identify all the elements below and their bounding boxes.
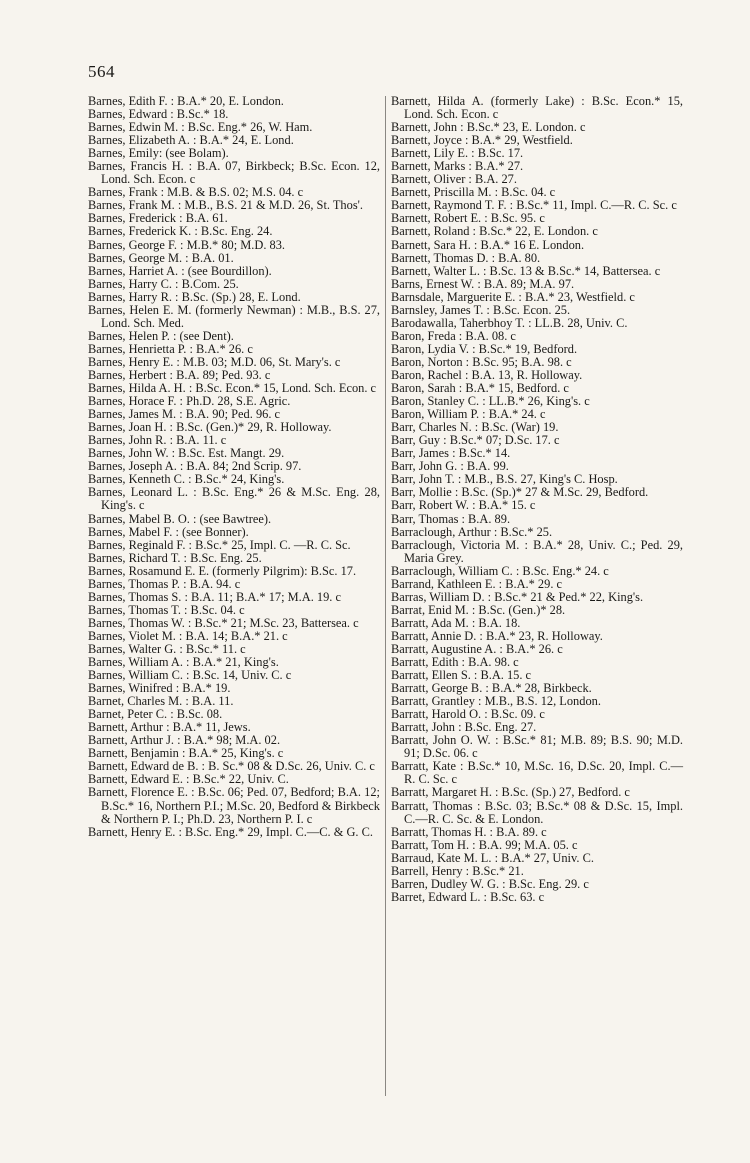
directory-entry: Barnett, Oliver : B.A. 27. bbox=[391, 172, 517, 187]
directory-entry: Barnes, Henry E. : M.B. 03; M.D. 06, St. Mary's. c bbox=[88, 354, 341, 369]
directory-entry: Barnes, Walter G. : B.Sc.* 11. c bbox=[88, 641, 246, 656]
directory-entry: Barr, James : B.Sc.* 14. bbox=[391, 446, 511, 461]
directory-entry: Barnes, Thomas P. : B.A. 94. c bbox=[88, 576, 241, 591]
directory-entry: Barnes, Horace F. : Ph.D. 28, S.E. Agric. bbox=[88, 394, 291, 409]
directory-entry: Barnes, Frank : M.B. & B.S. 02; M.S. 04. c bbox=[88, 185, 304, 200]
directory-entry: Baron, Freda : B.A. 08. c bbox=[391, 328, 516, 343]
directory-entry: Barnet, Peter C. : B.Sc. 08. bbox=[88, 707, 223, 722]
directory-entry: Barnes, Reginald F. : B.Sc.* 25, Impl. C. —R. C. Sc. bbox=[88, 537, 351, 552]
directory-entry: Barratt, Ellen S. : B.A. 15. c bbox=[391, 668, 532, 683]
directory-entry: Barratt, Tom H. : B.A. 99; M.A. 05. c bbox=[391, 837, 578, 852]
directory-entry: Barnes, Joan H. : B.Sc. (Gen.)* 29, R. Holloway. bbox=[88, 420, 332, 435]
directory-entry: Barratt, John O. W. : B.Sc.* 81; M.B. 89; B.S. 90; M.D. 91; D.Sc. 06. c bbox=[391, 733, 683, 761]
directory-entry: Barnes, Edith F. : B.A.* 20, E. London. bbox=[88, 94, 284, 108]
directory-entry: Barnes, Frederick K. : B.Sc. Eng. 24. bbox=[88, 224, 273, 239]
directory-entry: Barnes, George F. : M.B.* 80; M.D. 83. bbox=[88, 237, 286, 252]
directory-entry: Barnett, Henry E. : B.Sc. Eng.* 29, Impl. C.—C. & G. C. bbox=[88, 824, 373, 839]
directory-entry: Barnes, William C. : B.Sc. 14, Univ. C. c bbox=[88, 668, 292, 683]
directory-entry: Barr, Guy : B.Sc.* 07; D.Sc. 17. c bbox=[391, 433, 560, 448]
directory-entry: Barratt, Grantley : M.B., B.S. 12, London. bbox=[391, 694, 601, 709]
column-divider bbox=[385, 96, 386, 1096]
directory-entry: Barnes, Rosamund E. E. (formerly Pilgrim): B.Sc. 17. bbox=[88, 563, 357, 578]
directory-entry: Barnett, Hilda A. (formerly Lake) : B.Sc. Econ.* 15, Lond. Sch. Econ. c bbox=[391, 94, 683, 122]
directory-entry: Barnes, Herbert : B.A. 89; Ped. 93. c bbox=[88, 367, 271, 382]
directory-entry: Barren, Dudley W. G. : B.Sc. Eng. 29. c bbox=[391, 876, 589, 891]
directory-entry: Barodawalla, Taherbhoy T. : LL.B. 28, Univ. C. bbox=[391, 315, 628, 330]
directory-entry: Baron, Norton : B.Sc. 95; B.A. 98. c bbox=[391, 354, 572, 369]
directory-entry: Barr, Thomas : B.A. 89. bbox=[391, 511, 511, 526]
directory-entry: Barr, Mollie : B.Sc. (Sp.)* 27 & M.Sc. 29, Bedford. bbox=[391, 485, 649, 500]
directory-entry: Barret, Edward L. : B.Sc. 63. c bbox=[391, 889, 545, 904]
directory-entry: Barnes, George M. : B.A. 01. bbox=[88, 250, 234, 265]
directory-entry: Baron, Rachel : B.A. 13, R. Holloway. bbox=[391, 367, 583, 382]
directory-entry: Barnett, Priscilla M. : B.Sc. 04. c bbox=[391, 185, 556, 200]
directory-entry: Barnett, Raymond T. F. : B.Sc.* 11, Impl. C.—R. C. Sc. c bbox=[391, 198, 677, 213]
directory-entry: Barnett, Lily E. : B.Sc. 17. bbox=[391, 146, 524, 161]
directory-entry: Barns, Ernest W. : B.A. 89; M.A. 97. bbox=[391, 276, 575, 291]
directory-entry: Baron, Lydia V. : B.Sc.* 19, Bedford. bbox=[391, 341, 578, 356]
directory-entry: Barnes, James M. : B.A. 90; Ped. 96. c bbox=[88, 407, 281, 422]
directory-entry: Barnes, Thomas T. : B.Sc. 04. c bbox=[88, 602, 245, 617]
directory-entry: Barraud, Kate M. L. : B.A.* 27, Univ. C. bbox=[391, 850, 594, 865]
left-column bbox=[88, 95, 380, 839]
directory-entry: Baron, Stanley C. : LL.B.* 26, King's. c bbox=[391, 394, 590, 409]
directory-entry: Barratt, Thomas : B.Sc. 03; B.Sc.* 08 & D.Sc. 15, Impl. C.—R. C. Sc. & E. London. bbox=[391, 798, 683, 826]
directory-entry: Barr, Robert W. : B.A.* 15. c bbox=[391, 498, 536, 513]
directory-entry: Barnett, Florence E. : B.Sc. 06; Ped. 07, Bedford; B.A. 12; B.Sc.* 16, Northern P.I.; M.Sc. 20, Bedford & Birkbeck & Northern P. I.; Ph.D. 23, Northern P. I. c bbox=[88, 785, 380, 826]
directory-entry: Barratt, John : B.Sc. Eng. 27. bbox=[391, 720, 537, 735]
directory-entry: Baron, William P. : B.A.* 24. c bbox=[391, 407, 546, 422]
directory-entry: Barnes, Elizabeth A. : B.A.* 24, E. Lond. bbox=[88, 133, 294, 148]
directory-entry: Barnett, Robert E. : B.Sc. 95. c bbox=[391, 211, 545, 226]
directory-entry: Barratt, Augustine A. : B.A.* 26. c bbox=[391, 641, 563, 656]
directory-entry: Barnes, Harriet A. : (see Bourdillon). bbox=[88, 263, 272, 278]
directory-entry: Barnes, Harry R. : B.Sc. (Sp.) 28, E. Lond. bbox=[88, 289, 301, 304]
directory-entry: Barras, William D. : B.Sc.* 21 & Ped.* 22, King's. bbox=[391, 589, 644, 604]
directory-entry: Barnes, Kenneth C. : B.Sc.* 24, King's. bbox=[88, 472, 285, 487]
directory-entry: Barnes, Richard T. : B.Sc. Eng. 25. bbox=[88, 550, 262, 565]
directory-entry: Barratt, Ada M. : B.A. 18. bbox=[391, 615, 521, 630]
directory-entry: Barrat, Enid M. : B.Sc. (Gen.)* 28. bbox=[391, 602, 566, 617]
directory-entry: Barnes, Mabel F. : (see Bonner). bbox=[88, 524, 249, 539]
directory-entry: Barnett, Arthur J. : B.A.* 98; M.A. 02. bbox=[88, 733, 281, 748]
directory-entry: Barnes, Thomas S. : B.A. 11; B.A.* 17; M.A. 19. c bbox=[88, 589, 341, 604]
directory-entry: Barratt, George B. : B.A.* 28, Birkbeck. bbox=[391, 681, 592, 696]
directory-entry: Barnett, John : B.Sc.* 23, E. London. c bbox=[391, 120, 586, 135]
directory-entry: Barnes, Emily: (see Bolam). bbox=[88, 146, 229, 161]
directory-entry: Baron, Sarah : B.A.* 15, Bedford. c bbox=[391, 381, 569, 396]
directory-entry: Barnet, Charles M. : B.A. 11. bbox=[88, 694, 234, 709]
directory-entry: Barratt, Margaret H. : B.Sc. (Sp.) 27, Bedford. c bbox=[391, 785, 630, 800]
directory-entry: Barraclough, William C. : B.Sc. Eng.* 24. c bbox=[391, 563, 609, 578]
directory-entry: Barrand, Kathleen E. : B.A.* 29. c bbox=[391, 576, 563, 591]
directory-entry: Barnes, John R. : B.A. 11. c bbox=[88, 433, 227, 448]
directory-entry: Barnett, Joyce : B.A.* 29, Westfield. bbox=[391, 133, 573, 148]
directory-entry: Barratt, Kate : B.Sc.* 10, M.Sc. 16, D.Sc. 20, Impl. C.—R. C. Sc. c bbox=[391, 759, 683, 787]
directory-entry: Barnett, Benjamin : B.A.* 25, King's. c bbox=[88, 746, 284, 761]
directory-entry: Barnes, Helen E. M. (formerly Newman) : M.B., B.S. 27, Lond. Sch. Med. bbox=[88, 302, 380, 330]
directory-entry: Barnett, Arthur : B.A.* 11, Jews. bbox=[88, 720, 251, 735]
directory-entry: Barratt, Annie D. : B.A.* 23, R. Holloway. bbox=[391, 628, 603, 643]
directory-entry: Barnes, Violet M. : B.A. 14; B.A.* 21. c bbox=[88, 628, 288, 643]
directory-entry: Barnes, Edward : B.Sc.* 18. bbox=[88, 107, 229, 122]
directory-entry: Barnett, Walter L. : B.Sc. 13 & B.Sc.* 14, Battersea. c bbox=[391, 263, 661, 278]
directory-entry: Barnes, Mabel B. O. : (see Bawtree). bbox=[88, 511, 272, 526]
directory-entry: Barnes, William A. : B.A.* 21, King's. bbox=[88, 655, 279, 670]
directory-entry: Barnes, Francis H. : B.A. 07, Birkbeck; B.Sc. Econ. 12, Lond. Sch. Econ. c bbox=[88, 159, 380, 187]
directory-entry: Barratt, Edith : B.A. 98. c bbox=[391, 655, 519, 670]
page-number: 564 bbox=[88, 62, 115, 81]
directory-entry: Barnett, Roland : B.Sc.* 22, E. London. c bbox=[391, 224, 598, 239]
directory-entry: Barraclough, Arthur : B.Sc.* 25. bbox=[391, 524, 553, 539]
directory-entry: Barnett, Sara H. : B.A.* 16 E. London. bbox=[391, 237, 585, 252]
directory-entry: Barratt, Harold O. : B.Sc. 09. c bbox=[391, 707, 545, 722]
directory-entry: Barnes, Frank M. : M.B., B.S. 21 & M.D. 26, St. Thos'. bbox=[88, 198, 363, 213]
directory-entry: Barnes, Harry C. : B.Com. 25. bbox=[88, 276, 239, 291]
directory-entry: Barnes, Leonard L. : B.Sc. Eng.* 26 & M.Sc. Eng. 28, King's. c bbox=[88, 485, 380, 513]
directory-entry: Barratt, Thomas H. : B.A. 89. c bbox=[391, 824, 547, 839]
directory-entry: Barnes, Helen P. : (see Dent). bbox=[88, 328, 234, 343]
directory-entry: Barnes, Joseph A. : B.A. 84; 2nd Scrip. 97. bbox=[88, 459, 302, 474]
directory-entry: Barnes, Edwin M. : B.Sc. Eng.* 26, W. Ham. bbox=[88, 120, 313, 135]
directory-entry: Barnes, Henrietta P. : B.A.* 26. c bbox=[88, 341, 253, 356]
directory-entry: Barnes, Thomas W. : B.Sc.* 21; M.Sc. 23, Battersea. c bbox=[88, 615, 359, 630]
directory-entry: Barnett, Thomas D. : B.A. 80. bbox=[391, 250, 541, 265]
directory-entry: Barr, John T. : M.B., B.S. 27, King's C. Hosp. bbox=[391, 472, 618, 487]
directory-entry: Barnes, John W. : B.Sc. Est. Mangt. 29. bbox=[88, 446, 285, 461]
directory-entry: Barrell, Henry : B.Sc.* 21. bbox=[391, 863, 524, 878]
right-column bbox=[391, 95, 683, 904]
directory-entry: Barraclough, Victoria M. : B.A.* 28, Univ. C.; Ped. 29, Maria Grey. bbox=[391, 537, 683, 565]
directory-entry: Barnes, Hilda A. H. : B.Sc. Econ.* 15, Lond. Sch. Econ. c bbox=[88, 381, 377, 396]
directory-entry: Barr, Charles N. : B.Sc. (War) 19. bbox=[391, 420, 559, 435]
directory-entry: Barnsley, James T. : B.Sc. Econ. 25. bbox=[391, 302, 571, 317]
directory-entry: Barr, John G. : B.A. 99. bbox=[391, 459, 509, 474]
directory-entry: Barnes, Frederick : B.A. 61. bbox=[88, 211, 228, 226]
directory-entry: Barnett, Edward E. : B.Sc.* 22, Univ. C. bbox=[88, 772, 289, 787]
directory-entry: Barnes, Winifred : B.A.* 19. bbox=[88, 681, 231, 696]
directory-entry: Barnsdale, Marguerite E. : B.A.* 23, Westfield. c bbox=[391, 289, 635, 304]
directory-entry: Barnett, Marks : B.A.* 27. bbox=[391, 159, 524, 174]
directory-entry: Barnett, Edward de B. : B. Sc.* 08 & D.Sc. 26, Univ. C. c bbox=[88, 759, 375, 774]
